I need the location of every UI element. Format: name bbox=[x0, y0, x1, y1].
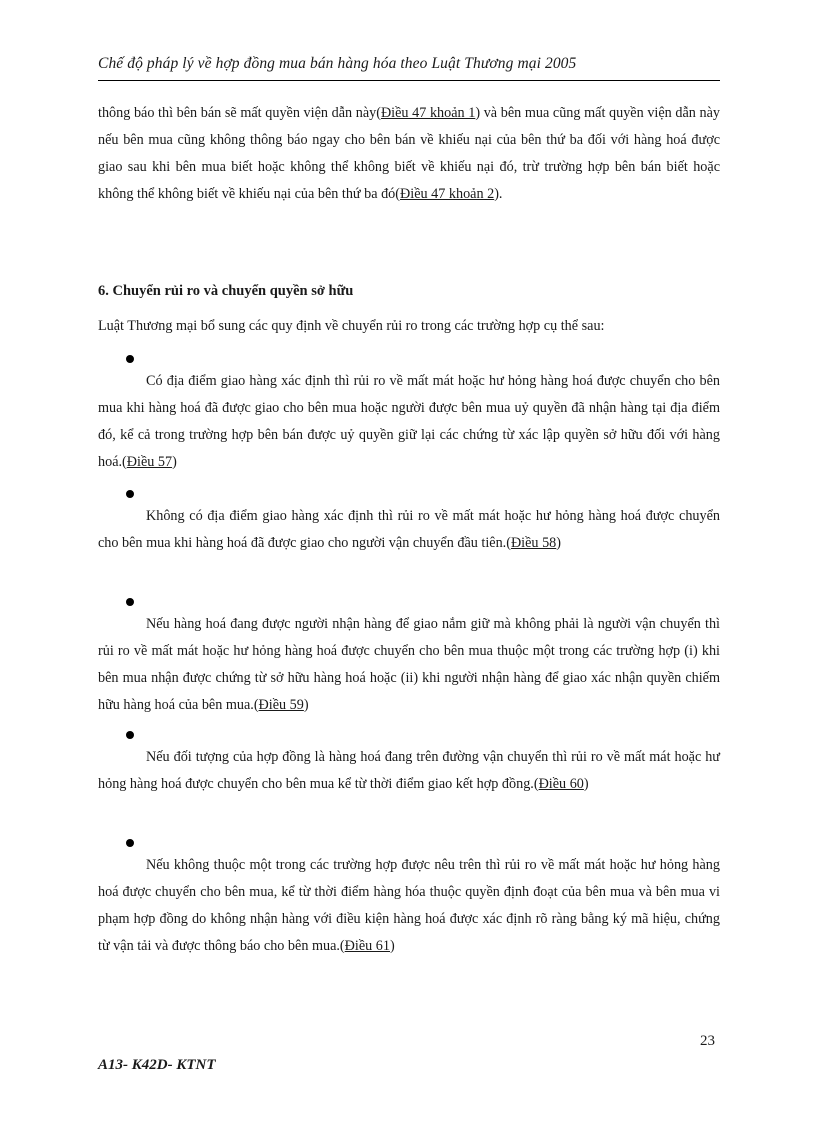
bullet-icon bbox=[126, 598, 134, 606]
section-intro: Luật Thương mại bổ sung các quy định về chuyển rủi ro trong các trường hợp cụ thể sau: bbox=[98, 318, 605, 334]
continuation-text-1: thông báo thì bên bán sẽ mất quyền viện dẫn này( bbox=[98, 105, 381, 121]
article-link-58[interactable]: Điều 58 bbox=[510, 535, 557, 551]
bullet-icon bbox=[126, 490, 134, 498]
list-item-close: ) bbox=[583, 776, 589, 792]
footer-code: A13- K42D- KTNT bbox=[98, 1057, 216, 1073]
list-item-text: Không có địa điểm giao hàng xác định thì rủi ro về mất mát hoặc hư hỏng hàng hoá được chuyển cho bên mua khi hàng hoá đã được giao cho người vận chuyển đầu tiên.( bbox=[98, 508, 720, 551]
page-header-title: Chế độ pháp lý về hợp đồng mua bán hàng hóa theo Luật Thương mại 2005 bbox=[98, 55, 577, 72]
article-link-47-2[interactable]: Điều 47 khoản 2 bbox=[400, 186, 495, 202]
article-link-60[interactable]: Điều 60 bbox=[538, 776, 584, 792]
continuation-text-2: ) và bên mua cũng mất quyền viện dẫn này nếu bên mua cũng không thông báo ngay cho bên bán về khiếu nại của bên thứ ba đối với hàng hoá được giao sau khi bên mua biết hoặc không thể không biết về khiếu nại đó, trừ trường hợp bên bán biết hoặc không thể không biết về khiếu nại của bên thứ ba đó( bbox=[98, 105, 720, 202]
list-item-text: Có địa điểm giao hàng xác định thì rủi ro về mất mát hoặc hư hỏng hàng hoá được chuyển cho bên mua khi hàng hoá đã được giao cho bên mua hoặc người được bên mua uỷ quyền đã nhận hàng tại địa điểm đó, kể cả trong trường hợp bên bán được uỷ quyền giữ lại các chứng từ xác lập quyền sở hữu đối với hàng hoá.( bbox=[98, 373, 720, 470]
list-item-close: ) bbox=[556, 535, 561, 551]
bullet-icon bbox=[126, 839, 134, 847]
list-item-close: ) bbox=[390, 938, 395, 954]
page-number: 23 bbox=[700, 1033, 715, 1049]
bullet-icon bbox=[126, 731, 134, 739]
list-item bbox=[98, 744, 720, 798]
article-link-61[interactable]: Điều 61 bbox=[344, 938, 390, 954]
list-item-text: Nếu đối tượng của hợp đồng là hàng hoá đang trên đường vận chuyển thì rủi ro về mất mát hoặc hư hỏng hàng hoá được chuyển cho bên mua kể từ thời điểm giao kết hợp đồng.( bbox=[98, 749, 720, 792]
continuation-paragraph bbox=[98, 100, 720, 208]
list-item-close: ) bbox=[172, 454, 177, 470]
list-item bbox=[98, 852, 720, 960]
list-item bbox=[98, 368, 720, 476]
article-link-59[interactable]: Điều 59 bbox=[258, 697, 304, 713]
list-item bbox=[98, 611, 720, 719]
list-item-close: ) bbox=[303, 697, 309, 713]
continuation-text-3: ). bbox=[494, 186, 503, 202]
list-item-text: Nếu không thuộc một trong các trường hợp được nêu trên thì rủi ro về mất mát hoặc hư hỏng hàng hoá được chuyển cho bên mua, kể từ thời điểm hàng hóa thuộc quyền định đoạt của bên mua và bên mua vi phạm hợp đồng do không nhận hàng với điều kiện hàng hoá được xác định rõ ràng bằng ký mã hiệu, chứng từ vận tải và được thông báo cho bên mua.( bbox=[98, 857, 720, 954]
bullet-icon bbox=[126, 355, 134, 363]
article-link-57[interactable]: Điều 57 bbox=[126, 454, 173, 470]
section-heading: 6. Chuyển rủi ro và chuyển quyền sở hữu bbox=[98, 283, 354, 299]
header-divider bbox=[98, 80, 720, 81]
list-item-text: Nếu hàng hoá đang được người nhận hàng để giao nắm giữ mà không phải là người vận chuyển thì rủi ro về mất mát hoặc hư hỏng hàng hoá được chuyển cho bên mua thuộc một trong các trường hợp (i) khi bên mua nhận được chứng từ sở hữu hàng hoá hoặc (ii) khi người nhận hàng để giao xác nhận quyền chiếm hữu hàng hoá của bên mua.( bbox=[98, 616, 720, 713]
article-link-47-1[interactable]: Điều 47 khoản 1 bbox=[380, 105, 476, 121]
list-item bbox=[98, 503, 720, 557]
